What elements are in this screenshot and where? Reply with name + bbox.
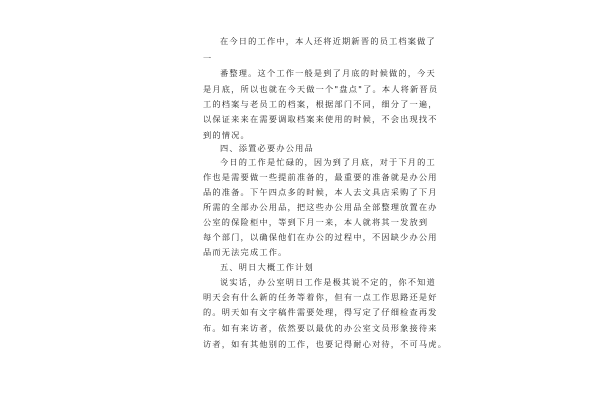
paragraph-line: 公室的保险柜中，等到下月一来，本人就将其一发放到 <box>203 217 429 227</box>
section-heading: 四、添置必要办公用品 <box>220 143 314 153</box>
paragraph-line: 所需的全部办公用品，把这些办公用品全部整理放置在办 <box>203 202 438 212</box>
paragraph-line: 品而无法完成工作。 <box>203 247 288 257</box>
paragraph-line: 一 <box>203 53 213 63</box>
paragraph-line: 在今日的工作中，本人还将近期新晋的员工档案做了 <box>220 36 436 46</box>
paragraph-line: 访者，如有其他别的工作，也要记得耐心对待，不可马虎。 <box>203 339 448 349</box>
paragraph-line: 番整理。这个工作一般是到了月底的时候做的，今天 <box>220 68 436 78</box>
section-heading: 五、明日大概工作计划 <box>220 262 314 272</box>
paragraph-line: 到的情况。 <box>203 130 250 140</box>
paragraph-line: 品的准备。下午四点多的时候，本人去文具店采购了下月 <box>203 187 438 197</box>
paragraph-line: 说实话，办公室明日工作是极其说不定的，你不知道 <box>220 277 436 287</box>
paragraph-line: 作也是需要做一些提前准备的，最重要的准备就是办公用 <box>203 172 438 182</box>
paragraph-line: 每个部门，以确保他们在办公的过程中，不因缺少办公用 <box>203 232 438 242</box>
paragraph-line: 今日的工作是忙碌的，因为到了月底，对于下月的工 <box>220 157 436 167</box>
paragraph-line: 以保证来来在需要调取档案来使用的时候，不会出现找不 <box>203 114 438 124</box>
paragraph-line: 是月底，所以也就在今天做一个"盘点"了。本人将新晋员 <box>203 84 439 94</box>
paragraph-line: 的。明天如有文字稿件需要处理，得写定了仔细检查再发 <box>203 307 438 317</box>
paragraph-line: 明天会有什么新的任务等着你，但有一点工作思路还是好 <box>203 292 438 302</box>
paragraph-line: 布。如有来访者，依然要以最优的办公室文员形象接待来 <box>203 323 438 333</box>
paragraph-line: 工的档案与老员工的档案，根据部门不同，细分了一遍， <box>203 99 438 109</box>
